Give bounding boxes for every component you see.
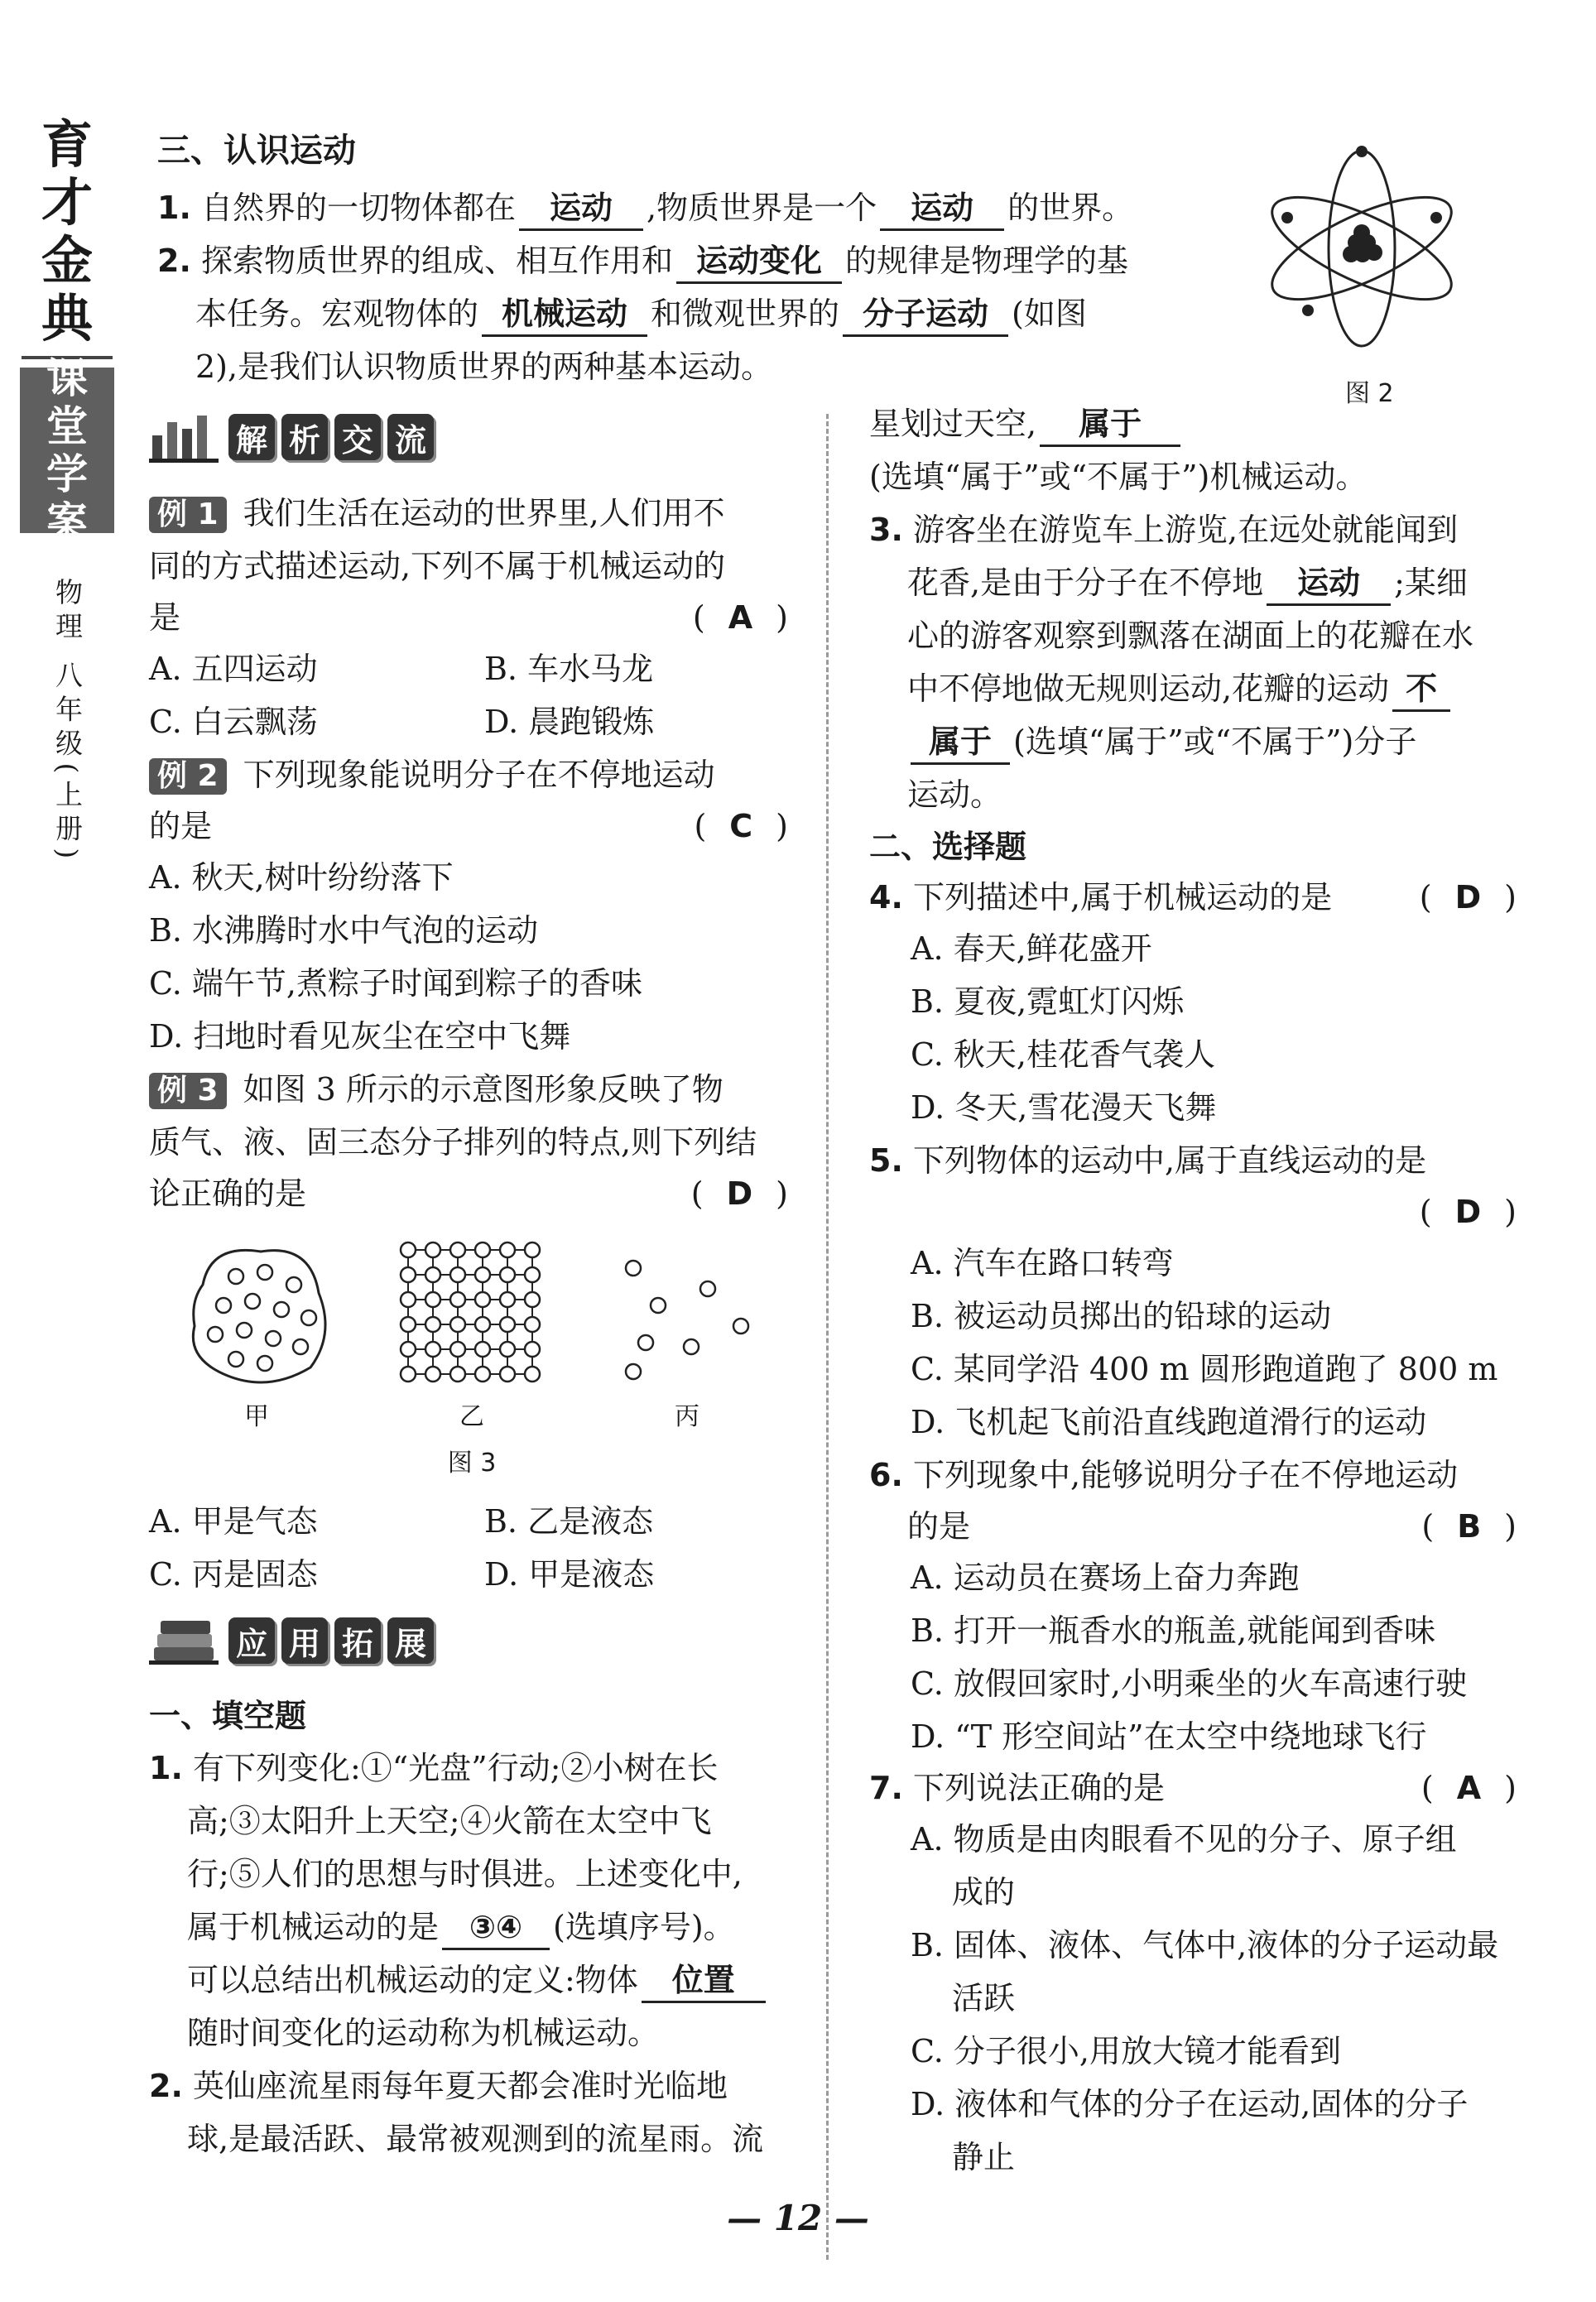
liquid-molecules-diagram: [178, 1235, 335, 1392]
text: 2),是我们认识物质世界的两种基本运动。: [195, 348, 773, 385]
molecule: [425, 1342, 440, 1357]
molecule: [425, 1267, 440, 1282]
fill-q1-answer-line: [149, 1901, 795, 1954]
figure-2-caption: 图 2: [1345, 379, 1394, 408]
example-answer: C: [729, 808, 753, 844]
answer-blank: 分子运动: [843, 293, 1008, 337]
molecule: [525, 1342, 540, 1357]
figure-3-caption: 图 3: [447, 1449, 497, 1478]
text: 运动。: [907, 776, 1002, 813]
text: 游客坐在游览车上游览,在远处就能闻到: [912, 512, 1459, 548]
side-strip: [18, 116, 116, 865]
example-2-stem: [149, 748, 795, 801]
banner-char: 析: [281, 414, 328, 460]
option: B. 打开一瓶香水的瓶盖,就能闻到香味: [911, 1612, 1436, 1649]
left-column: [149, 397, 795, 2165]
answer-blank: 运动: [880, 187, 1004, 231]
molecule: [425, 1242, 440, 1257]
molecule: [525, 1367, 540, 1382]
text: (选填序号)。: [553, 1909, 735, 1945]
text: 探索物质世界的组成、相互作用和: [200, 243, 673, 279]
example-answer: D: [726, 1175, 753, 1212]
option: A. 春天,鲜花盛开: [911, 930, 1152, 967]
molecule: [425, 1292, 440, 1307]
bracket-close: ): [776, 1175, 788, 1212]
text: (如图: [1012, 296, 1087, 332]
text: 下列现象能说明分子在不停地运动: [243, 757, 715, 793]
banner-char: 交: [334, 414, 381, 460]
question-number: 1.: [157, 190, 191, 226]
choice-q6: [869, 1449, 1523, 1502]
text: 如图 3 所示的示意图形象反映了物: [243, 1071, 723, 1108]
question-number: 3.: [869, 512, 903, 548]
option: B. 被运动员掷出的铅球的运动: [911, 1298, 1332, 1334]
bracket-open: (: [690, 1175, 704, 1212]
text: 自然界的一切物体都在: [200, 190, 516, 226]
text: 心的游客观察到飘落在湖面上的花瓣在水: [907, 618, 1474, 654]
answer-blank: 位置: [642, 1959, 766, 2003]
figure-label: 丙: [675, 1402, 699, 1431]
figure-label: 乙: [459, 1402, 484, 1431]
text: 有下列变化:①“光盘”行动;②小树在长: [192, 1750, 719, 1786]
question-number: 6.: [869, 1457, 903, 1493]
text: (选填“属于”或“不属于”)分子: [1013, 723, 1417, 760]
option-continued: 成的: [952, 1874, 1016, 1910]
molecule: [500, 1292, 515, 1307]
stem-end: 的是: [149, 808, 213, 844]
bracket-close: ): [1504, 1508, 1517, 1545]
molecule: [500, 1367, 515, 1382]
banner-char: 解: [228, 414, 275, 460]
text: 属于机械运动的是: [187, 1909, 440, 1945]
banner-char: 展: [387, 1617, 434, 1664]
text: 下列说法正确的是: [912, 1770, 1165, 1806]
answer-blank: 运动变化: [676, 240, 842, 284]
application-banner: [149, 1609, 795, 1672]
option: B. 乙是液态: [484, 1503, 654, 1540]
banner-char: 拓: [334, 1617, 381, 1664]
choice-answer: D: [1454, 1194, 1482, 1230]
options: [149, 1495, 795, 1601]
text: 花香,是由于分子在不停地: [907, 565, 1264, 601]
text: 球,是最活跃、最常被观测到的流星雨。流: [187, 2121, 764, 2157]
text: 下列现象中,能够说明分子在不停地运动: [912, 1457, 1459, 1493]
answer-blank: 运动: [1267, 562, 1391, 606]
option: C. 白云飘荡: [149, 704, 318, 740]
option: D. 甲是液态: [484, 1556, 655, 1593]
stem-end: 是: [149, 599, 181, 636]
molecule: [475, 1292, 490, 1307]
option: B. 夏夜,霓虹灯闪烁: [911, 983, 1185, 1020]
text: 英仙座流星雨每年夏天都会准时光临地: [192, 2068, 728, 2104]
molecule: [401, 1292, 416, 1307]
bracket-open: (: [1419, 1194, 1432, 1230]
option: A. 甲是气态: [149, 1503, 318, 1540]
fill-q2-continued: [869, 397, 1523, 450]
option: A. 秋天,树叶纷纷落下: [149, 859, 454, 896]
stem-end: 论正确的是: [149, 1175, 307, 1212]
answer-bracket: [149, 1169, 795, 1218]
molecule: [475, 1342, 490, 1357]
fill-q3: [869, 503, 1523, 556]
molecule: [525, 1242, 540, 1257]
choice-title: 二、选择题: [869, 829, 1027, 865]
question-number: 2.: [157, 243, 191, 279]
option: A. 汽车在路口转弯: [911, 1245, 1174, 1281]
question-stem: [869, 1763, 1165, 1813]
text: 中不停地做无规则运动,花瓣的运动: [907, 670, 1390, 707]
banner-char: 应: [228, 1617, 275, 1664]
text: 和微观世界的: [651, 296, 840, 332]
intro-q2: [157, 234, 1300, 287]
series-box: [20, 354, 114, 546]
fill-q1: [149, 1742, 795, 1795]
fill-q1-definition-line: [149, 1954, 795, 2006]
question-number: 2.: [149, 2068, 183, 2104]
books-icon: [149, 1614, 219, 1667]
choice-q4: [869, 872, 1523, 922]
molecule: [401, 1267, 416, 1282]
figure-3: [149, 1235, 795, 1392]
molecule: [450, 1367, 465, 1382]
text: 行;⑤人们的思想与时俱进。上述变化中,: [187, 1856, 743, 1892]
gas-molecules-diagram: [608, 1235, 766, 1392]
option: D. 冬天,雪花漫天飞舞: [911, 1089, 1217, 1126]
answer-blank: 属于: [1040, 403, 1180, 447]
example-tag: 例 3: [149, 1073, 227, 1109]
option: D. 液体和气体的分子在运动,固体的分子: [911, 2086, 1469, 2122]
molecule: [401, 1367, 416, 1382]
molecule: [525, 1267, 540, 1282]
fill-in-title: 一、填空题: [149, 1698, 307, 1734]
intro-q2-line3: [157, 340, 1300, 393]
text: 可以总结出机械运动的定义:物体: [187, 1962, 638, 1998]
intro-q2-line2: [157, 287, 1300, 340]
answer-bracket: [869, 1502, 1523, 1551]
option: B. 固体、液体、气体中,液体的分子运动最: [911, 1927, 1499, 1963]
stem-end: 的是: [907, 1508, 971, 1545]
text: ,物质世界是一个: [647, 190, 877, 226]
answer-blank: 机械运动: [482, 293, 647, 337]
question-stem: [869, 872, 1332, 922]
book-info: 物理 八年级(上册): [51, 578, 84, 866]
question-number: 1.: [149, 1750, 183, 1786]
question-number: 7.: [869, 1770, 903, 1806]
molecule: [450, 1292, 465, 1307]
right-column: [869, 397, 1523, 2184]
figure-label: 甲: [244, 1402, 269, 1431]
choice-q5: [869, 1134, 1523, 1187]
option: C. 某同学沿 400 m 圆形跑道跑了 800 m: [911, 1351, 1498, 1387]
choice-q7: [869, 1763, 1523, 1813]
fill-q3-line2: [869, 556, 1523, 609]
molecule: [475, 1267, 490, 1282]
text: 的规律是物理学的基: [845, 243, 1129, 279]
text: 随时间变化的运动称为机械运动。: [187, 2015, 660, 2051]
bracket-close: ): [1504, 1194, 1517, 1230]
option: A. 运动员在赛场上奋力奔跑: [911, 1559, 1300, 1596]
molecule: [425, 1367, 440, 1382]
analysis-banner: [149, 406, 795, 469]
molecule: [401, 1242, 416, 1257]
text: 星划过天空,: [869, 406, 1037, 442]
molecule: [500, 1267, 515, 1282]
answer-blank: 属于: [911, 721, 1010, 765]
answer-blank: 不: [1392, 668, 1450, 712]
intro-section: [157, 124, 1300, 393]
option: B. 车水马龙: [484, 651, 654, 687]
column-divider: [826, 414, 829, 2260]
molecule: [525, 1317, 540, 1332]
option: C. 秋天,桂花香气袭人: [911, 1036, 1215, 1073]
answer-bracket: [869, 1187, 1523, 1237]
section-title: 三、认识运动: [157, 132, 356, 170]
choice-answer: B: [1457, 1508, 1482, 1545]
bracket-open: (: [1421, 1508, 1435, 1545]
text: 的世界。: [1007, 190, 1134, 226]
example-tag: 例 1: [149, 497, 227, 533]
choice-answer: A: [1456, 1770, 1482, 1806]
answer-blank: 运动: [519, 187, 643, 231]
option: D. “T 形空间站”在太空中绕地球飞行: [911, 1718, 1427, 1755]
option: D. 晨跑锻炼: [484, 704, 655, 740]
text: 下列描述中,属于机械运动的是: [912, 879, 1333, 916]
option: B. 水沸腾时水中气泡的运动: [149, 912, 539, 949]
text: 下列物体的运动中,属于直线运动的是: [912, 1142, 1427, 1179]
text: 高;③太阳升上天空;④火箭在太空中飞: [187, 1803, 712, 1839]
example-tag: 例 2: [149, 758, 227, 795]
molecule: [500, 1342, 515, 1357]
text: 我们生活在运动的世界里,人们用不: [243, 495, 725, 531]
answer-bracket: [149, 593, 795, 642]
molecule: [475, 1367, 490, 1382]
bracket-close: ): [776, 599, 788, 636]
fill-q2: [149, 2059, 795, 2112]
molecule: [525, 1292, 540, 1307]
option: C. 放假回家时,小明乘坐的火车高速行驶: [911, 1665, 1467, 1702]
molecule: [500, 1242, 515, 1257]
options: [149, 642, 795, 748]
bracket-close: ): [776, 808, 788, 844]
bracket-close: ): [1504, 879, 1517, 916]
answer-blank: ③④: [442, 1906, 550, 1950]
molecule: [450, 1267, 465, 1282]
option: A. 五四运动: [149, 651, 318, 687]
option-continued: 静止: [952, 2139, 1016, 2175]
molecule: [475, 1242, 490, 1257]
molecule: [401, 1342, 416, 1357]
molecule: [475, 1317, 490, 1332]
page-number: — 12 —: [727, 2198, 869, 2238]
brand-title: 育才金典: [41, 114, 93, 348]
figure-3-labels: [149, 1396, 795, 1432]
molecule: [450, 1342, 465, 1357]
bracket-open: (: [1419, 879, 1432, 916]
molecule: [450, 1242, 465, 1257]
question-number: 4.: [869, 879, 903, 916]
choice-answer: D: [1454, 879, 1482, 916]
banner-char: 流: [387, 414, 434, 460]
bracket-open: (: [694, 808, 707, 844]
text: 同的方式描述运动,下列不属于机械运动的: [149, 548, 726, 584]
option-continued: 活跃: [952, 1980, 1016, 2016]
option: C. 分子很小,用放大镜才能看到: [911, 2033, 1341, 2069]
text: 本任务。宏观物体的: [195, 296, 479, 332]
option: C. 端午节,煮粽子时闻到粽子的香味: [149, 965, 642, 1002]
intro-q1: [157, 181, 1300, 234]
bracket-open: (: [692, 599, 705, 636]
atom-figure: [1258, 145, 1465, 352]
question-number: 5.: [869, 1142, 903, 1179]
example-1-stem: [149, 487, 795, 540]
text: 质气、液、固三态分子排列的特点,则下列结: [149, 1124, 757, 1161]
bar-chart-icon: [149, 411, 219, 464]
option: A. 物质是由肉眼看不见的分子、原子组: [911, 1821, 1457, 1857]
fill-q3-line4: [869, 662, 1523, 715]
bracket-close: ): [1504, 1770, 1517, 1806]
solid-molecules-diagram: [393, 1235, 550, 1392]
molecule: [500, 1317, 515, 1332]
option: D. 扫地时看见灰尘在空中飞舞: [149, 1018, 571, 1055]
option: D. 飞机起飞前沿直线跑道滑行的运动: [911, 1404, 1427, 1440]
series-title: 课堂学案: [46, 354, 88, 546]
text: ;某细: [1394, 565, 1468, 601]
answer-bracket: [149, 801, 795, 851]
molecule: [450, 1317, 465, 1332]
option: C. 丙是固态: [149, 1556, 318, 1593]
banner-char: 用: [281, 1617, 328, 1664]
example-answer: A: [728, 599, 753, 636]
molecule: [401, 1317, 416, 1332]
molecule: [425, 1317, 440, 1332]
fill-q3-line5: [869, 715, 1523, 768]
bracket-open: (: [1421, 1770, 1434, 1806]
text: (选填“属于”或“不属于”)机械运动。: [869, 459, 1368, 495]
example-3-stem: [149, 1063, 795, 1116]
